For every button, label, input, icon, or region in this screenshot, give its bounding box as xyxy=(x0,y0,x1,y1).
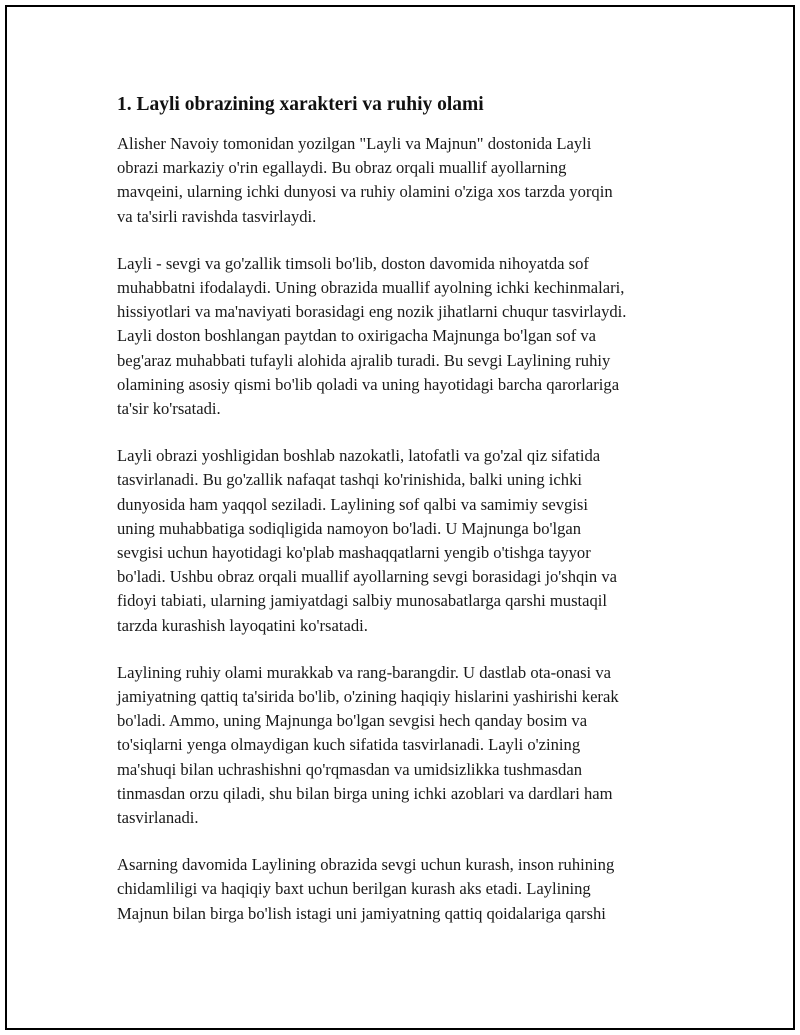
text-line: Majnun bilan birga bo'lish istagi uni jamiyatning qattiq qoidalariga qarshi xyxy=(117,903,606,923)
text-line: Alisher Navoiy tomonidan yozilgan "Layli va Majnun" dostonida Layli xyxy=(117,134,592,153)
text-line: tinmasdan orzu qiladi, shu bilan birga uning ichki azoblari va dardlari ham xyxy=(117,783,613,803)
paragraph xyxy=(117,444,687,638)
text-line: mavqeini, ularning ichki dunyosi va ruhiy olamini o'ziga xos tarzda yorqin xyxy=(117,182,613,202)
paragraph xyxy=(117,252,687,421)
section-heading: 1. Layli obrazining xarakteri va ruhiy olami xyxy=(117,94,484,115)
text-line: ta'sir ko'rsatadi. xyxy=(117,399,221,419)
text-line: ma'shuqi bilan uchrashishni qo'rqmasdan va umidsizlikka tushmasdan xyxy=(117,759,582,779)
text-line: Asarning davomida Laylining obrazida sevgi uchun kurash, inson ruhining xyxy=(117,855,615,875)
text-line: tarzda kurashish layoqatini ko'rsatadi. xyxy=(117,615,368,635)
text-line: Laylining ruhiy olami murakkab va rang-barangdir. U dastlab ota-onasi va xyxy=(117,662,611,682)
text-line: Layli - sevgi va go'zallik timsoli bo'lib, doston davomida nihoyatda sof xyxy=(117,253,589,273)
text-line: to'siqlarni yenga olmaydigan kuch sifatida tasvirlanadi. Layli o'zining xyxy=(117,735,581,755)
text-line: uning muhabbatiga sodiqligida namoyon bo'ladi. U Majnunga bo'lgan xyxy=(117,518,582,538)
text-line: chidamliligi va haqiqiy baxt uchun berilgan kurash aks etadi. Laylining xyxy=(117,879,591,899)
text-line: hissiyotlari va ma'naviyati borasidagi eng nozik jihatlarni chuqur tasvirlaydi. xyxy=(117,302,627,322)
document-body xyxy=(117,93,687,949)
paragraph-container xyxy=(117,132,687,926)
text-line: tasvirlanadi. xyxy=(117,808,199,828)
text-line: jamiyatning qattiq ta'sirida bo'lib, o'zining haqiqiy hislarini yashirishi kerak xyxy=(117,687,619,707)
text-line: dunyosida ham yaqqol seziladi. Laylining sof qalbi va samimiy sevgisi xyxy=(117,494,589,514)
text-line: beg'araz muhabbati tufayli alohida ajralib turadi. Bu sevgi Laylining ruhiy xyxy=(117,350,611,370)
text-line: olamining asosiy qismi bo'lib qoladi va uning hayotidagi barcha qarorlariga xyxy=(117,374,620,394)
paragraph xyxy=(117,661,687,830)
text-line: Layli doston boshlangan paytdan to oxirigacha Majnunga bo'lgan sof va xyxy=(117,326,597,346)
text-line: tasvirlanadi. Bu go'zallik nafaqat tashqi ko'rinishida, balki uning ichki xyxy=(117,470,582,490)
text-line: sevgisi uchun hayotidagi ko'plab mashaqqatlarni yengib o'tishga tayyor xyxy=(117,543,591,563)
text-line: bo'ladi. Ushbu obraz orqali muallif ayollarning sevgi borasidagi jo'shqin va xyxy=(117,567,618,587)
text-line: bo'ladi. Ammo, uning Majnunga bo'lgan sevgisi hech qanday bosim va xyxy=(117,711,588,731)
text-line: fidoyi tabiati, ularning jamiyatdagi salbiy munosabatlarga qarshi mustaqil xyxy=(117,591,608,611)
text-line: va ta'sirli ravishda tasvirlaydi. xyxy=(117,206,317,226)
paragraph xyxy=(117,853,687,926)
text-line: Layli obrazi yoshligidan boshlab nazokatli, latofatli va go'zal qiz sifatida xyxy=(117,446,601,466)
text-line: obrazi markaziy o'rin egallaydi. Bu obraz orqali muallif ayollarning xyxy=(117,158,567,178)
text-line: muhabbatni ifodalaydi. Uning obrazida muallif ayolning ichki kechinmalari, xyxy=(117,278,625,298)
paragraph xyxy=(117,132,687,229)
